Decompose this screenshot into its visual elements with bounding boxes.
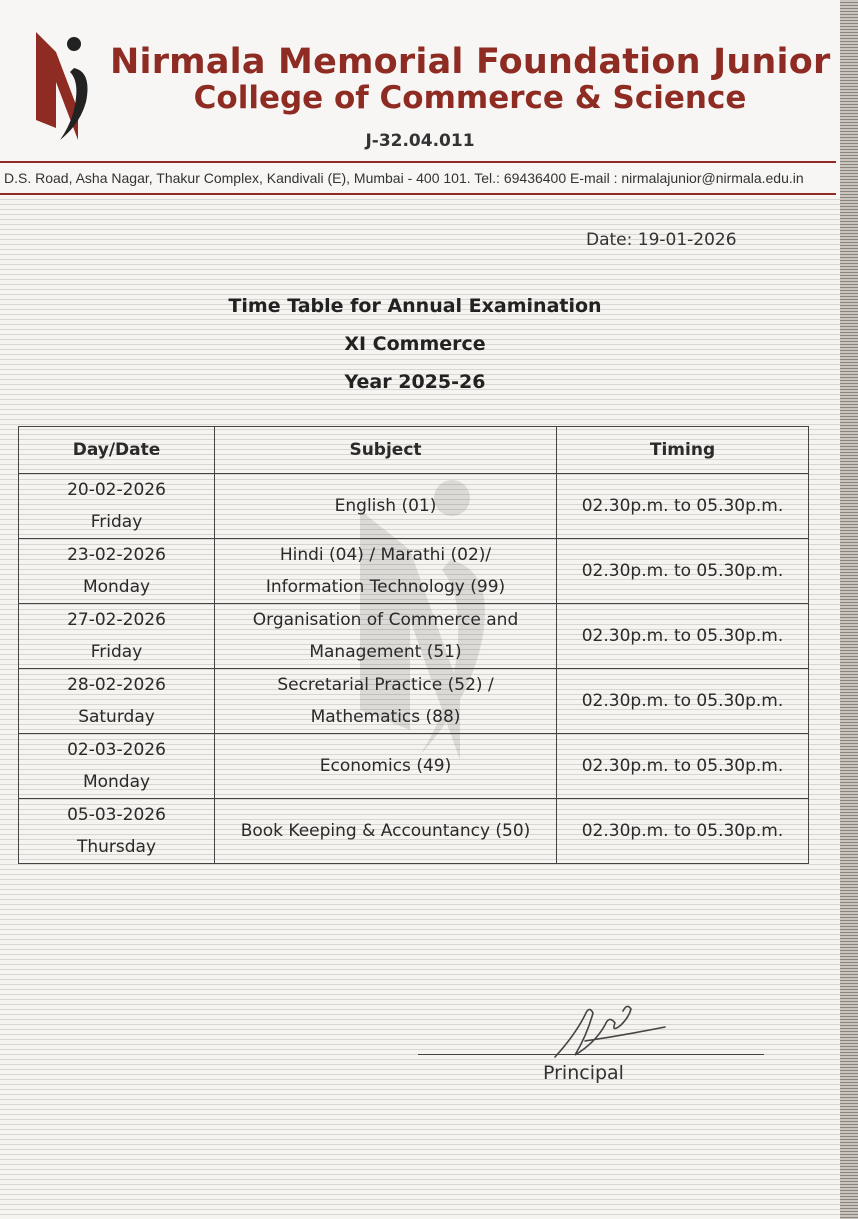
table-row <box>19 669 809 734</box>
subject-line: Information Technology (99) <box>265 577 506 597</box>
day-date-cell <box>19 734 215 799</box>
timing-cell: 02.30p.m. to 05.30p.m. <box>557 669 809 734</box>
subject-cell <box>215 799 557 864</box>
college-logo-icon <box>34 32 98 144</box>
exam-day: Monday <box>82 772 151 792</box>
notice-class: XI Commerce <box>344 333 486 355</box>
timing-cell: 02.30p.m. to 05.30p.m. <box>557 799 809 864</box>
subject-line: Secretarial Practice (52) / <box>277 675 494 695</box>
table-row <box>19 734 809 799</box>
table-row <box>19 604 809 669</box>
notice-date: Date: 19-01-2026 <box>586 230 737 250</box>
timing-cell: 02.30p.m. to 05.30p.m. <box>557 539 809 604</box>
subject-line: Economics (49) <box>319 756 452 776</box>
college-name-line2: College of Commerce & Science <box>193 80 747 116</box>
college-code: J-32.04.011 <box>365 131 475 151</box>
notice-year: Year 2025-26 <box>344 371 486 393</box>
subject-line: Management (51) <box>309 642 462 662</box>
day-date-cell <box>19 799 215 864</box>
subject-cell <box>215 539 557 604</box>
exam-date: 02-03-2026 <box>67 740 166 760</box>
table-header-row <box>19 427 809 474</box>
subject-cell <box>215 604 557 669</box>
day-date-cell <box>19 474 215 539</box>
day-date-cell <box>19 604 215 669</box>
exam-date: 20-02-2026 <box>67 480 166 500</box>
table-row <box>19 799 809 864</box>
exam-date: 27-02-2026 <box>67 610 166 630</box>
subject-line: Mathematics (88) <box>310 707 461 727</box>
timing-cell: 02.30p.m. to 05.30p.m. <box>557 604 809 669</box>
table-row <box>19 539 809 604</box>
exam-day: Friday <box>90 642 143 662</box>
exam-day: Friday <box>90 512 143 532</box>
exam-date: 23-02-2026 <box>67 545 166 565</box>
principal-signature <box>545 995 675 1065</box>
exam-date: 05-03-2026 <box>67 805 166 825</box>
exam-day: Monday <box>82 577 151 597</box>
day-date-cell <box>19 669 215 734</box>
timing-cell: 02.30p.m. to 05.30p.m. <box>557 474 809 539</box>
header-rule-bottom <box>0 193 836 195</box>
exam-timetable <box>18 426 809 864</box>
exam-day: Thursday <box>76 837 157 857</box>
exam-day: Saturday <box>78 707 155 727</box>
table-row <box>19 474 809 539</box>
header-day-date: Day/Date <box>19 427 215 474</box>
header-rule-top <box>0 161 836 163</box>
college-name-line1: Nirmala Memorial Foundation Junior <box>110 42 831 82</box>
notice-title: Time Table for Annual Examination <box>228 295 602 317</box>
paper-edge <box>840 0 858 1219</box>
subject-cell <box>215 474 557 539</box>
subject-cell <box>215 669 557 734</box>
college-address: D.S. Road, Asha Nagar, Thakur Complex, Kandivali (E), Mumbai - 400 101. Tel.: 69436400 E-mail : nirmalajunior@nirmala.edu.in <box>4 170 804 186</box>
timing-cell: 02.30p.m. to 05.30p.m. <box>557 734 809 799</box>
subject-line: Organisation of Commerce and <box>252 610 519 630</box>
subject-line: Hindi (04) / Marathi (02)/ <box>279 545 492 565</box>
subject-cell <box>215 734 557 799</box>
header-timing: Timing <box>557 427 809 474</box>
header-subject: Subject <box>215 427 557 474</box>
subject-line: English (01) <box>334 496 437 516</box>
day-date-cell <box>19 539 215 604</box>
exam-date: 28-02-2026 <box>67 675 166 695</box>
subject-line: Book Keeping & Accountancy (50) <box>240 821 531 841</box>
signatory-label: Principal <box>543 1062 624 1084</box>
